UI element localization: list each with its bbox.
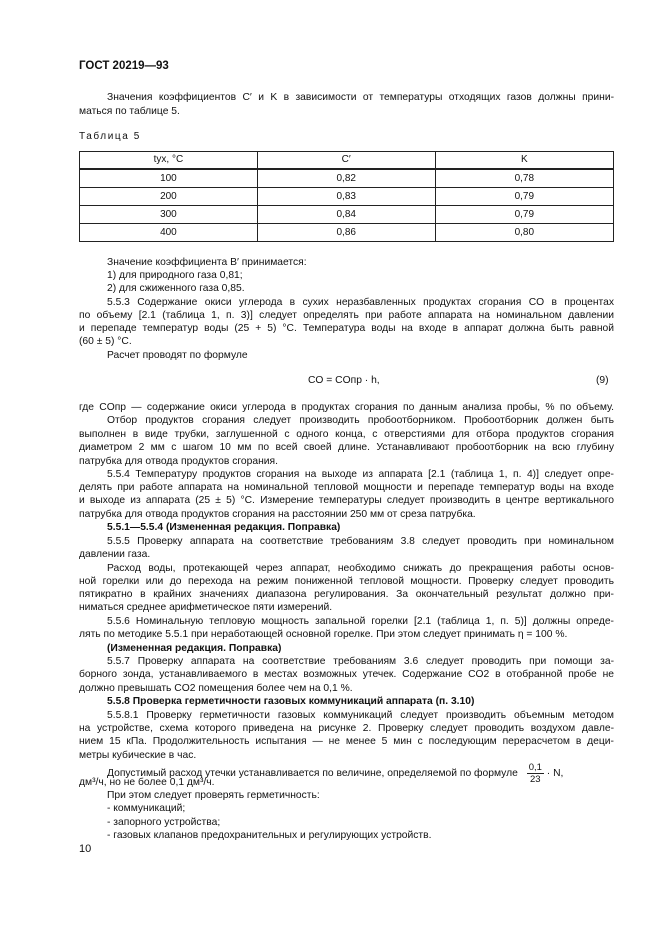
fraction-numerator: 0,1 (528, 762, 542, 773)
text-line: ной горелки или до перехода на режим пониженной тепловой мощности. Проверку следует проводить (79, 576, 614, 587)
text-line: нием 15 кПа. Продолжительность испытания — не менее 5 мин с последующим перерасчетом в деци- (79, 736, 614, 747)
text-line: метры кубические в час. (79, 750, 197, 761)
text-line: делять при работе аппарата на номинальной тепловой мощности и перепаде температур воды на входе (79, 482, 614, 493)
edition-note: 5.5.1—5.5.4 (Измененная редакция. Поправка) (107, 522, 341, 533)
table-cell: 0,82 (257, 169, 435, 188)
text-line: пятикратно в крайних значениях диапазона регулирования. За окончательный результат должно при- (79, 589, 614, 600)
column-header: C′ (257, 152, 435, 170)
list-item: - запорного устройства; (107, 817, 221, 828)
text-line: · N, (546, 768, 564, 780)
text-line: При этом следует проверять герметичность: (107, 790, 320, 801)
text-line: диаметром 2 мм с шагом 10 мм по всей своей длине. Устанавливают пробоотборник на всю глубину (79, 442, 614, 453)
text-line: 5.5.7 Проверку аппарата на соответствие требованиям 3.6 следует проводить при помощи за- (107, 656, 614, 667)
table-cell: 0,83 (257, 188, 435, 206)
text-line: давлении газа. (79, 549, 151, 560)
text-line: 5.5.3 Содержание окиси углерода в сухих неразбавленных продуктах сгорания CO в процентах (107, 297, 614, 308)
section-heading: 5.5.8 Проверка герметичности газовых коммуникаций аппарата (п. 3.10) (107, 696, 475, 707)
text-line: на устройстве, схема которого приведена на рисунке 2. Проверку следует проводить воздухом давле- (79, 723, 614, 734)
text-line: патрубка для отвода продуктов сгорания. (79, 456, 278, 467)
intro-line: маться по таблице 5. (79, 106, 180, 117)
coefficients-table (79, 151, 614, 242)
table-cell: 300 (80, 206, 258, 224)
table-cell: 0,79 (435, 206, 613, 224)
text-line: лять по методике 5.5.1 при неработающей основной горелке. При этом следует принимать η = 100 %. (79, 629, 568, 640)
text-line: 5.5.8.1 Проверку герметичности газовых коммуникаций следует производить объемным методом (107, 710, 614, 721)
text-line: дм³/ч, но не более 0,1 дм³/ч. (79, 777, 215, 788)
text-line: Значение коэффициента B′ принимается: (107, 257, 307, 268)
text-line: 5.5.6 Номинальную тепловую мощность запальной горелки [2.1 (таблица 1, п. 5)] должны опреде- (107, 616, 614, 627)
table-cell: 0,80 (435, 224, 613, 242)
text-line: Расход воды, протекающей через аппарат, необходимо снижать до прекращения работы основ- (107, 563, 614, 574)
table-cell: 100 (80, 169, 258, 188)
text-line: (60 ± 5) °С. (79, 336, 132, 347)
text-line: где COпр — содержание окиси углерода в продуктах сгорания по данным анализа пробы, % по объему. (79, 402, 614, 413)
text-line: выполнен в виде трубки, заглушенной с одного конца, с отверстиями для отбора продуктов сгорания (79, 429, 614, 440)
document-header: ГОСТ 20219—93 (79, 60, 169, 72)
column-header: K (435, 152, 613, 170)
text-line: патрубка для отвода продуктов сгорания на расстоянии 250 мм от среза патрубка. (79, 509, 476, 520)
table-row (80, 188, 614, 206)
table-row (80, 224, 614, 242)
text-line: 5.5.5 Проверку аппарата на соответствие требованиям 3.8 следует проводить при номинальном (107, 536, 614, 547)
list-item: - газовых клапанов предохранительных и регулирующих устройств. (107, 830, 432, 841)
formula-number: (9) (596, 375, 609, 386)
text-line: Отбор продуктов сгорания следует производить пробоотборником. Пробоотборник должен быть (107, 415, 614, 426)
table-caption: Таблица 5 (79, 131, 141, 142)
edition-note: (Измененная редакция. Поправка) (107, 643, 282, 654)
table-row (80, 169, 614, 188)
text-line: и выходе из аппарата (25 ± 5) °С. Измерение температуры следует производить в центре вертикального (79, 495, 614, 506)
text-line: по объему [2.1 (таблица 1, п. 3)] следует определять при работе аппарата на номинальном давлении (79, 310, 614, 321)
column-header: tух, °С (80, 152, 258, 170)
table-cell: 200 (80, 188, 258, 206)
text-line: и перепаде температур воды (25 + 5) °С. Температура воды на входе в аппарат должна быть равной (79, 323, 614, 334)
text-line: ниматься среднее арифметическое пяти измерений. (79, 602, 333, 613)
text-line: Расчет проводят по формуле (107, 350, 248, 361)
list-item: 2) для сжиженного газа 0,85. (107, 283, 245, 294)
table-cell: 0,79 (435, 188, 613, 206)
table-cell: 0,78 (435, 169, 613, 188)
text-line: Допустимый расход утечки устанавливается по величине, определяемой по формуле (107, 768, 518, 780)
list-item: 1) для природного газа 0,81; (107, 270, 243, 281)
table-cell: 0,86 (257, 224, 435, 242)
table-cell: 400 (80, 224, 258, 242)
table-header-row (80, 152, 614, 170)
table-row (80, 206, 614, 224)
text-line: 5.5.4 Температуру продуктов сгорания на выходе из аппарата [2.1 (таблица 1, п. 4)] следует опре- (107, 469, 614, 480)
page-number: 10 (79, 843, 92, 855)
fraction (527, 762, 544, 785)
intro-line: Значения коэффициентов C′ и K в зависимости от температуры отходящих газов должны прини- (107, 92, 614, 103)
table-cell: 0,84 (257, 206, 435, 224)
list-item: - коммуникаций; (107, 803, 186, 814)
fraction-denominator: 23 (530, 774, 541, 785)
formula-expression: CO = COпр · h, (308, 375, 380, 386)
text-line: должно превышать CO2 помещения более чем на 0,1 %. (79, 683, 353, 694)
text-line: борного зонда, устанавливаемого в местах возможных утечек. Содержание CO2 в отобранной пробе не (79, 669, 614, 680)
